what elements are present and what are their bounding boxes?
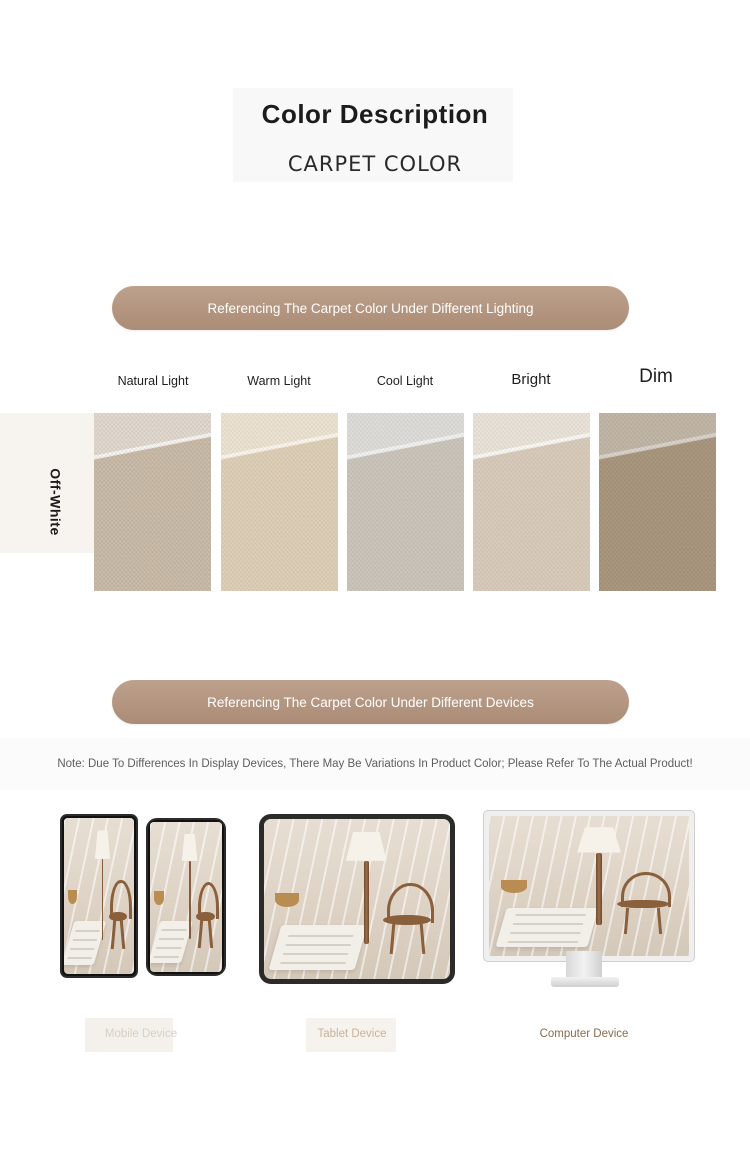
- tablet-caption-background: [306, 1018, 396, 1052]
- carpet-swatch-natural-light: [94, 413, 211, 591]
- lighting-label-cool: Cool Light: [376, 374, 434, 388]
- mobile-device-2: [146, 818, 226, 976]
- room-scene: [489, 816, 689, 956]
- mobile-device-1: [60, 814, 138, 978]
- lighting-label-bright: Bright: [511, 371, 551, 388]
- header: [0, 90, 750, 176]
- mobile-caption-background: [85, 1018, 173, 1052]
- room-scene: [150, 822, 222, 972]
- lighting-label-dim: Dim: [639, 366, 673, 387]
- carpet-swatch-bright: [473, 413, 590, 591]
- carpet-swatch-warm-light: [221, 413, 338, 591]
- room-scene: [264, 819, 450, 979]
- page-subtitle: CARPET COLOR: [287, 152, 463, 176]
- caption-mobile-device: Mobile Device: [104, 1028, 178, 1040]
- monitor-stand-base: [551, 977, 619, 987]
- computer-screen: [489, 816, 689, 956]
- devices-section-banner: [112, 680, 629, 724]
- room-scene: [64, 818, 134, 974]
- carpet-swatch-row: [94, 413, 718, 591]
- footer-spacer: [0, 1100, 750, 1160]
- caption-computer-device: Computer Device: [539, 1028, 629, 1040]
- row-label-wrap: [30, 413, 82, 591]
- monitor-stand-neck: [566, 951, 602, 977]
- carpet-swatch-dim: [599, 413, 716, 591]
- tablet-device: [259, 814, 455, 984]
- devices-banner-label: Referencing The Carpet Color Under Different Devices: [207, 694, 534, 710]
- lighting-section-banner: [112, 286, 629, 330]
- lighting-banner-label: Referencing The Carpet Color Under Different Lighting: [207, 300, 534, 316]
- tablet-screen: [264, 819, 450, 979]
- caption-tablet-device: Tablet Device: [317, 1028, 387, 1040]
- color-variation-note: Note: Due To Differences In Display Devices, There May Be Variations In Product Color; Please Refer To The Actual Product!: [57, 758, 693, 770]
- computer-device: [484, 811, 694, 961]
- mobile-screen-2: [150, 822, 222, 972]
- lighting-label-natural: Natural Light: [117, 374, 189, 388]
- lighting-label-warm: Warm Light: [247, 374, 311, 388]
- carpet-swatch-cool-light: [347, 413, 464, 591]
- mobile-screen-1: [64, 818, 134, 974]
- lighting-labels: [94, 366, 718, 400]
- page-title: Color Description: [261, 99, 489, 129]
- row-label-off-white: Off-White: [48, 468, 65, 536]
